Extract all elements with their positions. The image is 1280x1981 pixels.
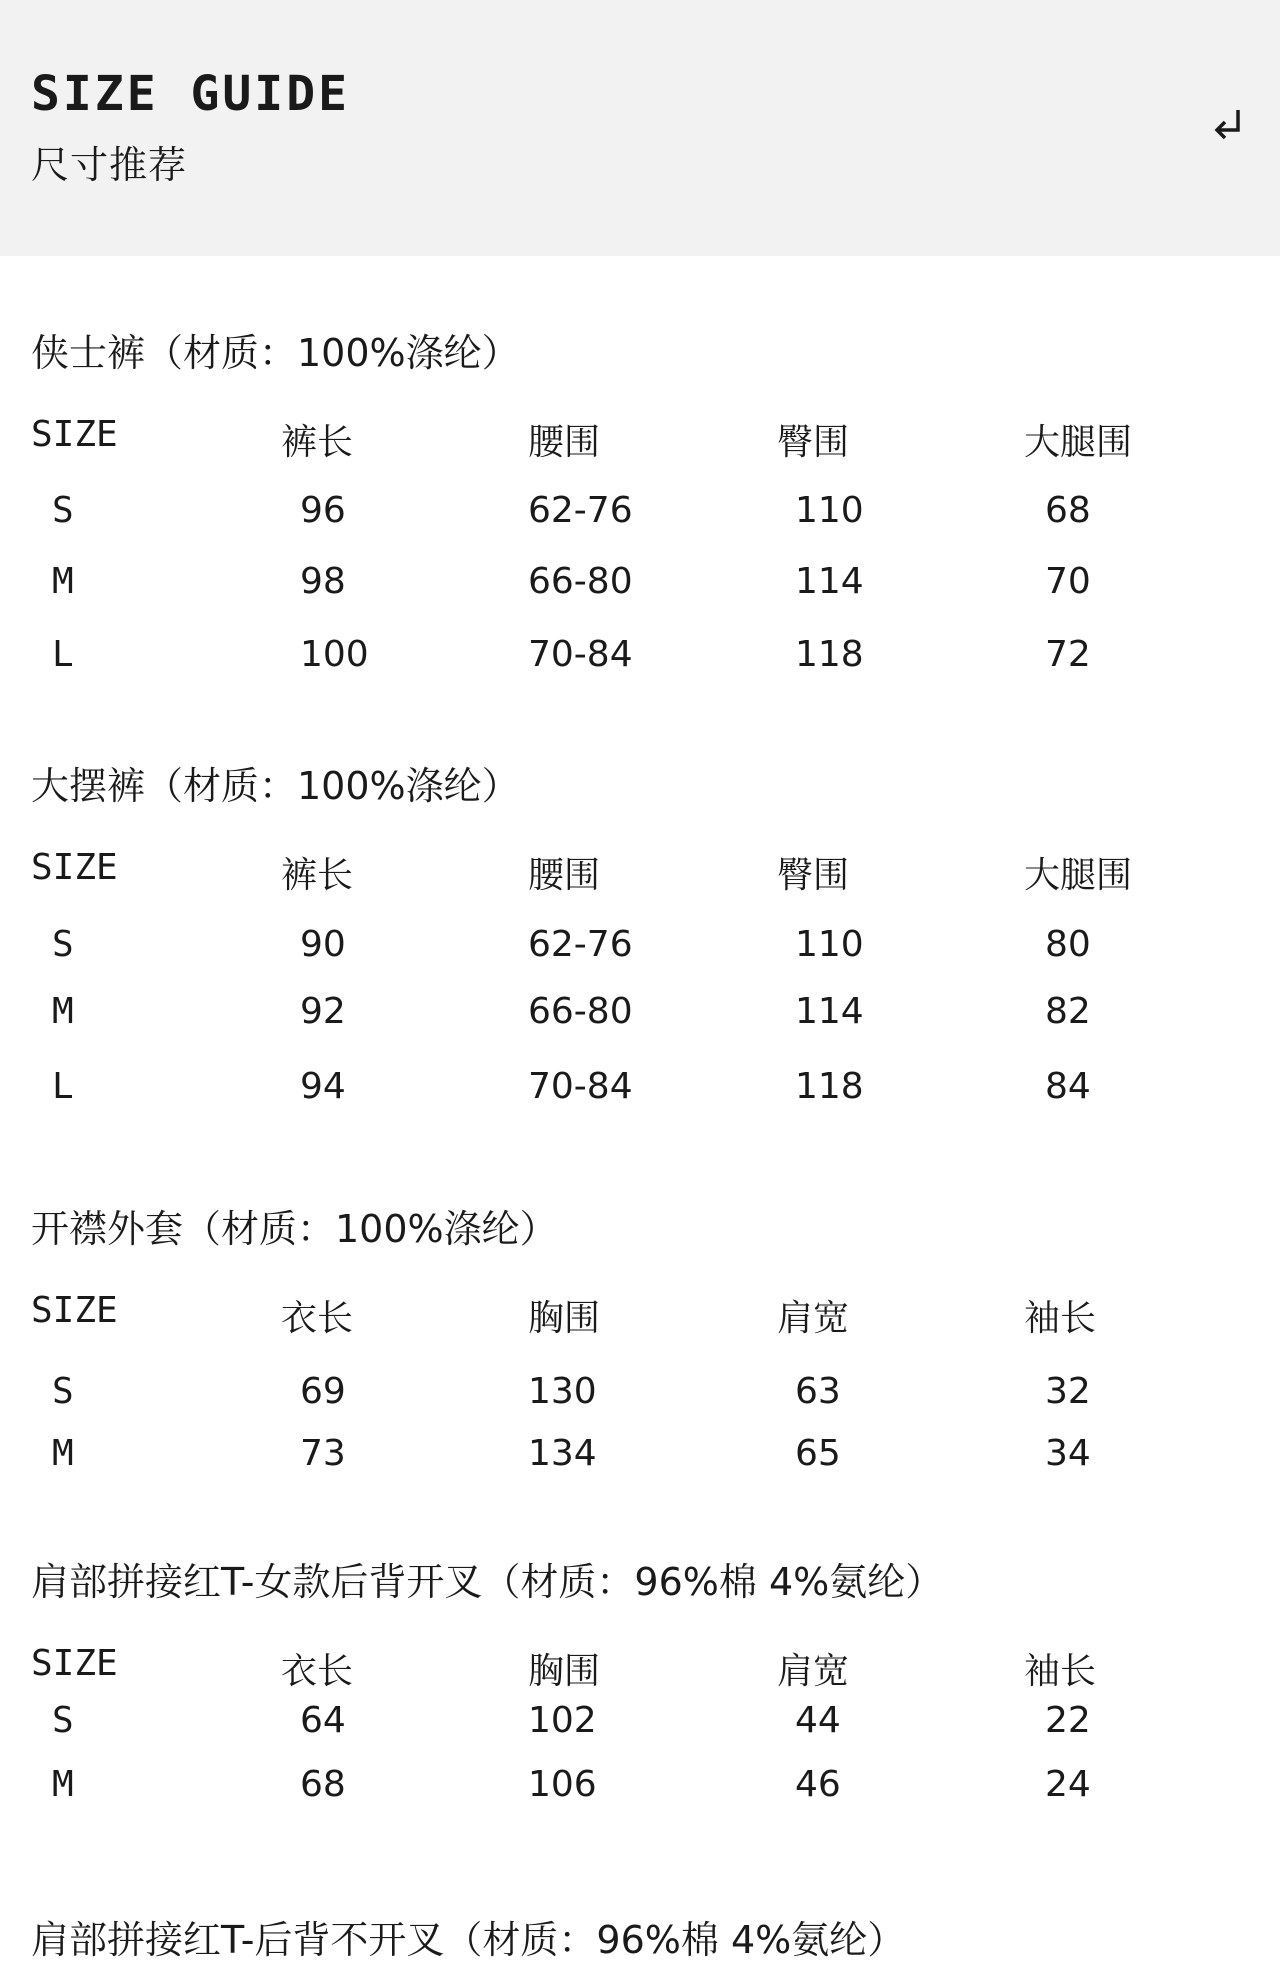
size-label: S — [52, 924, 74, 965]
column-header: 胸围 — [528, 1651, 601, 1692]
column-header: 胸围 — [528, 1298, 601, 1339]
table-cell: 66-80 — [528, 561, 633, 602]
table-cell: 64 — [300, 1700, 346, 1741]
column-header: 衣长 — [281, 1298, 354, 1339]
table-cell: 110 — [795, 924, 864, 965]
table-cell: 62-76 — [528, 490, 633, 531]
table-cell: 72 — [1045, 634, 1091, 675]
size-label: M — [52, 1764, 74, 1805]
size-label: L — [52, 1066, 74, 1107]
table-cell: 106 — [528, 1764, 597, 1805]
column-header: 衣长 — [281, 1651, 354, 1692]
table-cell: 68 — [300, 1764, 346, 1805]
size-label: L — [52, 634, 74, 675]
table-cell: 102 — [528, 1700, 597, 1741]
size-label: S — [52, 1371, 74, 1412]
return-arrow-icon[interactable] — [1210, 104, 1246, 144]
section-title: 肩部拼接红T-女款后背开叉（材质：96%棉 4%氨纶） — [31, 1560, 944, 1604]
column-header: 腰围 — [528, 855, 601, 896]
section-title: 肩部拼接红T-后背不开叉（材质：96%棉 4%氨纶） — [31, 1918, 906, 1962]
table-cell: 65 — [795, 1433, 841, 1474]
column-header: 腰围 — [528, 422, 601, 463]
column-header: 裤长 — [281, 422, 354, 463]
page-subtitle: 尺寸推荐 — [31, 143, 188, 187]
size-label: M — [52, 991, 74, 1032]
size-label: S — [52, 490, 74, 531]
column-header: SIZE — [31, 414, 118, 455]
column-header: 裤长 — [281, 855, 354, 896]
section-title: 开襟外套（材质：100%涤纶） — [31, 1207, 558, 1251]
column-header: SIZE — [31, 1643, 118, 1684]
table-cell: 90 — [300, 924, 346, 965]
table-cell: 84 — [1045, 1066, 1091, 1107]
table-cell: 34 — [1045, 1433, 1091, 1474]
table-cell: 134 — [528, 1433, 597, 1474]
table-cell: 118 — [795, 1066, 864, 1107]
table-cell: 82 — [1045, 991, 1091, 1032]
column-header: SIZE — [31, 847, 118, 888]
table-cell: 70-84 — [528, 634, 633, 675]
table-cell: 94 — [300, 1066, 346, 1107]
table-cell: 69 — [300, 1371, 346, 1412]
column-header: 袖长 — [1024, 1651, 1097, 1692]
table-cell: 100 — [300, 634, 369, 675]
page-header — [0, 0, 1280, 256]
table-cell: 44 — [795, 1700, 841, 1741]
table-cell: 130 — [528, 1371, 597, 1412]
size-label: S — [52, 1700, 74, 1741]
page-title: SIZE GUIDE — [31, 66, 350, 122]
table-cell: 118 — [795, 634, 864, 675]
table-cell: 80 — [1045, 924, 1091, 965]
table-cell: 63 — [795, 1371, 841, 1412]
table-cell: 70 — [1045, 561, 1091, 602]
column-header: 袖长 — [1024, 1298, 1097, 1339]
column-header: 肩宽 — [777, 1651, 850, 1692]
size-label: M — [52, 1433, 74, 1474]
column-header: 大腿围 — [1024, 855, 1133, 896]
column-header: 臀围 — [777, 422, 850, 463]
table-cell: 98 — [300, 561, 346, 602]
table-cell: 66-80 — [528, 991, 633, 1032]
table-cell: 62-76 — [528, 924, 633, 965]
table-cell: 32 — [1045, 1371, 1091, 1412]
table-cell: 92 — [300, 991, 346, 1032]
table-cell: 46 — [795, 1764, 841, 1805]
column-header: 肩宽 — [777, 1298, 850, 1339]
table-cell: 68 — [1045, 490, 1091, 531]
column-header: SIZE — [31, 1290, 118, 1331]
section-title: 侠士裤（材质：100%涤纶） — [31, 331, 520, 375]
table-cell: 24 — [1045, 1764, 1091, 1805]
size-label: M — [52, 561, 74, 602]
section-title: 大摆裤（材质：100%涤纶） — [31, 764, 520, 808]
column-header: 大腿围 — [1024, 422, 1133, 463]
table-cell: 73 — [300, 1433, 346, 1474]
table-cell: 110 — [795, 490, 864, 531]
table-cell: 114 — [795, 561, 864, 602]
table-cell: 22 — [1045, 1700, 1091, 1741]
column-header: 臀围 — [777, 855, 850, 896]
table-cell: 70-84 — [528, 1066, 633, 1107]
table-cell: 114 — [795, 991, 864, 1032]
table-cell: 96 — [300, 490, 346, 531]
